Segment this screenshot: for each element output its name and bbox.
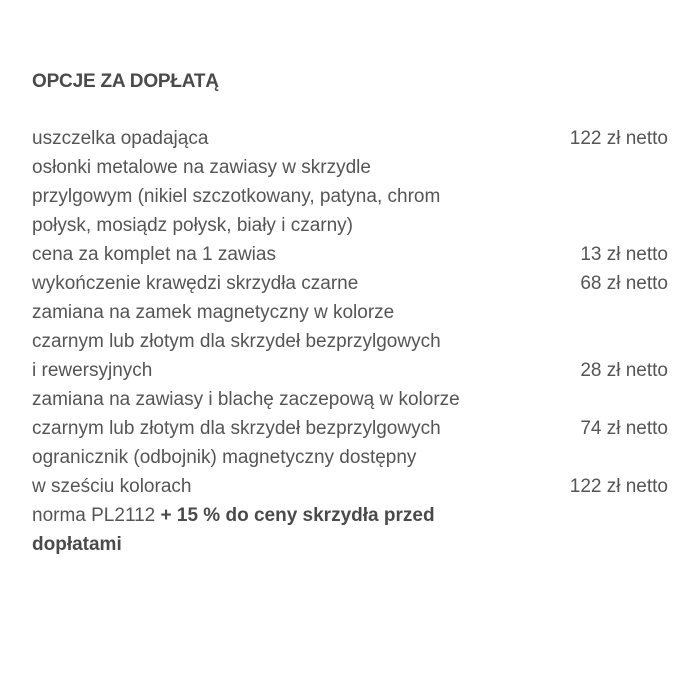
option-price: 122 zł netto (569, 476, 668, 497)
option-description: cena za komplet na 1 zawias (32, 244, 276, 265)
option-row-door-stopper (32, 443, 668, 501)
option-row-edge-finish (32, 269, 668, 298)
option-price: 13 zł netto (580, 244, 668, 265)
option-description: zamiana na zawiasy i blachę zaczepową w kolorze czarnym lub złotym dla skrzydeł bezprzylgowych (32, 389, 460, 439)
option-description: osłonki metalowe na zawiasy w skrzydle przylgowym (nikiel szczotkowany, patyna, chrom połysk, mosiądz połysk, biały i czarny) (32, 157, 441, 236)
option-row-seal (32, 124, 668, 153)
option-row-hinges-strike-plate (32, 385, 668, 443)
option-description: zamiana na zamek magnetyczny w kolorze czarnym lub złotym dla skrzydeł bezprzylgowych i rewersyjnych (32, 302, 441, 381)
additional-options-section (32, 69, 668, 559)
section-title: OPCJE ZA DOPŁATĄ (32, 71, 219, 92)
option-price: 74 zł netto (580, 418, 668, 439)
option-price: 28 zł netto (580, 360, 668, 381)
option-price: 68 zł netto (580, 273, 668, 294)
surcharge-text-continued: dopłatami (32, 534, 122, 555)
norm-label: norma PL2112 (32, 505, 156, 526)
option-row-hinge-set-price (32, 240, 668, 269)
option-row-magnetic-lock (32, 298, 668, 385)
standard-surcharge-note (32, 501, 668, 559)
option-row-hinge-covers (32, 153, 668, 240)
surcharge-text: + 15 % do ceny skrzydła przed (155, 505, 435, 526)
option-description: wykończenie krawędzi skrzydła czarne (32, 273, 359, 294)
option-description: ogranicznik (odbojnik) magnetyczny dostępny w sześciu kolorach (32, 447, 417, 497)
option-price: 122 zł netto (569, 128, 668, 149)
option-description: uszczelka opadająca (32, 128, 209, 149)
